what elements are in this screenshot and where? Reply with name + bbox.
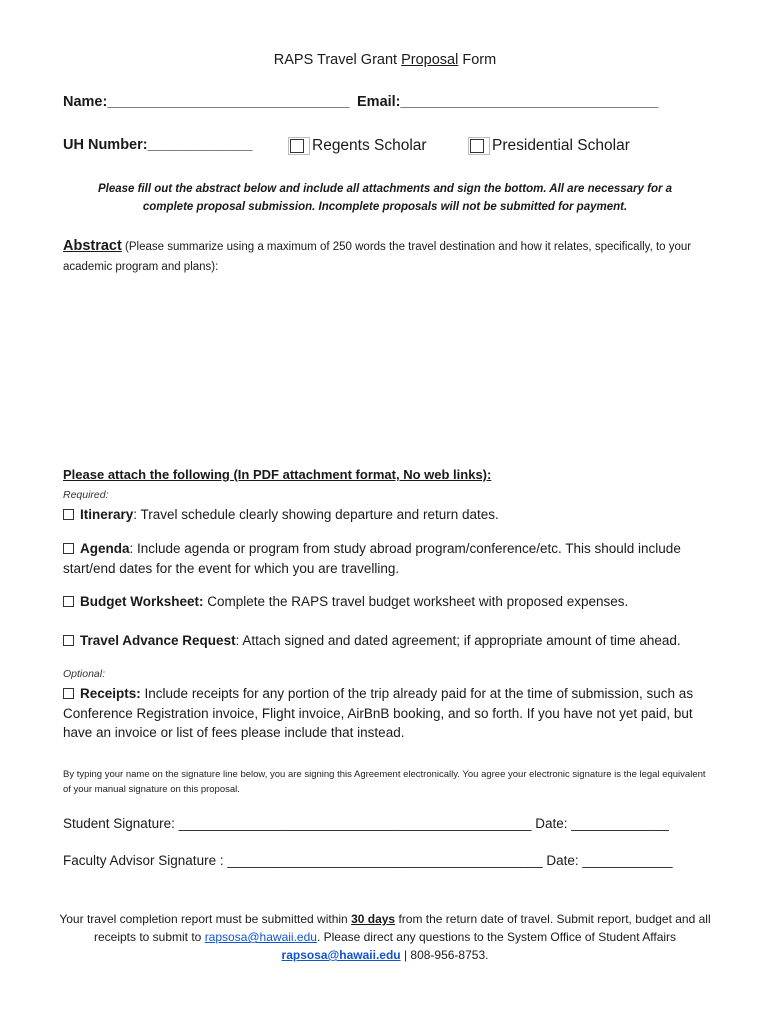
- footer-phone: | 808-956-8753.: [400, 948, 489, 962]
- budget-label: Budget Worksheet:: [80, 594, 204, 609]
- footer-text-2: from the return date of travel. Submit report, budget and all receipts to submit to: [93, 912, 711, 944]
- abstract-input-area[interactable]: [63, 285, 713, 455]
- email-link-2[interactable]: rapsosa@hawaii.edu: [281, 948, 401, 962]
- title-text: RAPS Travel Grant: [273, 52, 402, 68]
- agenda-text: : Include agenda or program from study abroad program/conference/etc. This should include start/end dates for the event for which you are travelling.: [63, 541, 681, 576]
- presidential-checkbox[interactable]: [468, 137, 490, 155]
- email-label: Email:: [357, 94, 401, 110]
- abstract-instructions: (Please summarize using a maximum of 250 words the travel destination and how it relates, specifically, to your academic program and plans):: [63, 241, 692, 273]
- name-field[interactable]: [63, 94, 349, 110]
- instructions-line-2: complete proposal submission. Incomplete proposals will not be submitted for payment.: [142, 201, 628, 213]
- attachments-heading: Please attach the following (In PDF attachment format, No web links):: [63, 467, 492, 482]
- title-text-end: Form: [458, 52, 497, 68]
- agenda-checkbox[interactable]: [63, 543, 74, 554]
- name-label: Name:: [63, 94, 108, 110]
- footer-deadline: 30 days: [351, 912, 396, 926]
- faculty-signature-line[interactable]: Faculty Advisor Signature : __________________________________________ Date: ____________: [63, 853, 673, 868]
- receipts-text: Include receipts for any portion of the trip already paid for at the time of submission, such as Conference Registration invoice, Flight invoice, AirBnB booking, and so forth. If you have not yet paid, but have an invoice or list of fees please include that instead.: [63, 686, 694, 740]
- footer-note: [40, 910, 730, 964]
- instructions: [0, 180, 770, 216]
- instructions-line-1: Please fill out the abstract below and include all attachments and sign the bottom. All are necessary for a: [97, 183, 673, 195]
- travel-advance-item: [63, 631, 723, 651]
- regents-checkbox[interactable]: [288, 137, 310, 155]
- abstract-heading: Abstract: [63, 238, 122, 254]
- travel-advance-label: Travel Advance Request: [80, 633, 236, 648]
- footer-text-3: . Please direct any questions to the System Office of Student Affairs: [316, 930, 677, 944]
- receipts-item: [63, 684, 723, 743]
- itinerary-item: [63, 505, 723, 525]
- presidential-label: Presidential Scholar: [492, 137, 630, 154]
- email-line[interactable]: ________________________________: [400, 94, 659, 110]
- abstract-section: [63, 236, 723, 277]
- travel-advance-checkbox[interactable]: [63, 635, 74, 646]
- title-underlined-word: Proposal: [401, 52, 459, 68]
- footer-text-1: Your travel completion report must be submitted within: [59, 912, 352, 926]
- uh-number-field[interactable]: [63, 137, 252, 153]
- form-title: [0, 52, 770, 68]
- budget-checkbox[interactable]: [63, 596, 74, 607]
- itinerary-text: : Travel schedule clearly showing departure and return dates.: [133, 507, 499, 522]
- optional-label: Optional:: [63, 668, 106, 680]
- student-signature-line[interactable]: Student Signature: _______________________________________________ Date: _____________: [63, 816, 669, 831]
- budget-item: [63, 592, 723, 612]
- receipts-checkbox[interactable]: [63, 688, 74, 699]
- email-field[interactable]: [357, 94, 659, 110]
- travel-advance-text: : Attach signed and dated agreement; if appropriate amount of time ahead.: [235, 633, 681, 648]
- itinerary-checkbox[interactable]: [63, 509, 74, 520]
- email-link-1[interactable]: rapsosa@hawaii.edu: [204, 930, 317, 944]
- regents-scholar-option[interactable]: [288, 137, 427, 155]
- budget-text: Complete the RAPS travel budget worksheet with proposed expenses.: [203, 594, 629, 609]
- uh-number-label: UH Number:: [63, 137, 148, 153]
- electronic-signature-notice: By typing your name on the signature line below, you are signing this Agreement electronically. You agree your electronic signature is the legal equivalent of your manual signature on this proposal.: [63, 769, 706, 795]
- name-line[interactable]: ______________________________: [107, 94, 350, 110]
- uh-number-line[interactable]: _____________: [147, 137, 253, 153]
- regents-label: Regents Scholar: [312, 137, 427, 154]
- presidential-scholar-option[interactable]: [468, 137, 630, 155]
- agenda-label: Agenda: [80, 541, 130, 556]
- required-label: Required:: [63, 489, 109, 501]
- agenda-item: [63, 539, 723, 578]
- itinerary-label: Itinerary: [80, 507, 134, 522]
- receipts-label: Receipts:: [80, 686, 141, 701]
